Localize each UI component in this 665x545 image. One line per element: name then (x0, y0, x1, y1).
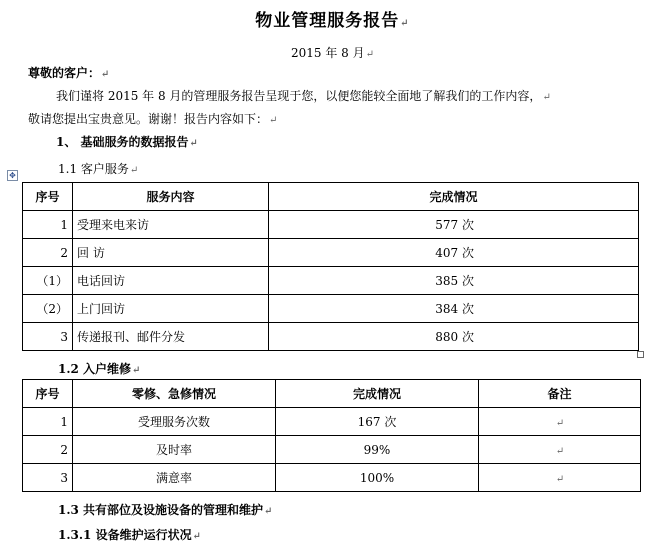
row-remark: ↵ (479, 464, 641, 492)
paragraph-mark: ↵ (132, 365, 141, 376)
row-remark: ↵ (479, 436, 641, 464)
section-heading-1-3-1: 1.3.1 设备维护运行状况↵ (58, 528, 201, 542)
customer-service-table (22, 182, 639, 351)
table-row (23, 464, 641, 492)
report-date: 2015 年 8 月↵ (290, 46, 374, 60)
paragraph-mark: ↵ (400, 18, 410, 29)
row-no: 2 (23, 436, 73, 464)
row-no: （2） (23, 295, 73, 323)
header-content: 服务内容 (73, 183, 269, 211)
repair-table (22, 379, 641, 492)
row-content: 上门回访 (73, 295, 269, 323)
row-no: （1） (23, 267, 73, 295)
table-row (23, 267, 639, 295)
table-row (23, 408, 641, 436)
section-heading-1-1: 1.1 客户服务↵ (58, 162, 139, 176)
paragraph-mark: ↵ (101, 69, 110, 80)
row-status: 407 次 (269, 239, 639, 267)
report-title: 物业管理服务报告↵ (255, 11, 410, 31)
row-remark: ↵ (479, 408, 641, 436)
table-row (23, 211, 639, 239)
table-header-row (23, 183, 639, 211)
table-header-row (23, 380, 641, 408)
row-status: 99% (276, 436, 479, 464)
section-heading-1: 1、 基础服务的数据报告↵ (56, 135, 198, 149)
row-status: 385 次 (269, 267, 639, 295)
paragraph-mark: ↵ (269, 115, 278, 126)
table-resize-handle[interactable] (637, 351, 644, 358)
paragraph-mark: ↵ (129, 165, 139, 176)
row-status: 880 次 (269, 323, 639, 351)
row-no: 3 (23, 464, 73, 492)
table-row (23, 323, 639, 351)
row-status: 577 次 (269, 211, 639, 239)
row-status: 384 次 (269, 295, 639, 323)
table-row (23, 436, 641, 464)
row-status: 167 次 (276, 408, 479, 436)
table-move-anchor-icon[interactable]: ✥ (7, 170, 18, 181)
row-no: 2 (23, 239, 73, 267)
paragraph-mark: ↵ (192, 531, 201, 542)
intro-paragraph-line2: 敬请您提出宝贵意见。谢谢！报告内容如下：↵ (28, 112, 278, 126)
row-no: 3 (23, 323, 73, 351)
row-content: 回 访 (73, 239, 269, 267)
row-no: 1 (23, 408, 73, 436)
table-row (23, 239, 639, 267)
header-status: 完成情况 (276, 380, 479, 408)
greeting: 尊敬的客户：↵ (28, 66, 110, 80)
row-no: 1 (23, 211, 73, 239)
paragraph-mark: ↵ (365, 49, 374, 60)
header-no: 序号 (23, 183, 73, 211)
table-row (23, 295, 639, 323)
header-remark: 备注 (479, 380, 641, 408)
row-item: 满意率 (73, 464, 276, 492)
row-status: 100% (276, 464, 479, 492)
header-status: 完成情况 (269, 183, 639, 211)
row-item: 及时率 (73, 436, 276, 464)
section-heading-1-2: 1.2 入户维修↵ (58, 362, 141, 376)
paragraph-mark: ↵ (189, 138, 198, 149)
row-content: 传递报刊、邮件分发 (73, 323, 269, 351)
row-content: 电话回访 (73, 267, 269, 295)
paragraph-mark: ↵ (542, 92, 551, 103)
row-item: 受理服务次数 (73, 408, 276, 436)
header-no: 序号 (23, 380, 73, 408)
row-content: 受理来电来访 (73, 211, 269, 239)
section-heading-1-3: 1.3 共有部位及设施设备的管理和维护↵ (58, 503, 273, 517)
paragraph-mark: ↵ (264, 506, 273, 517)
intro-paragraph-line1: 我们谨将 2015 年 8 月的管理服务报告呈现于您，以便您能较全面地了解我们的工作内容，↵ (56, 89, 551, 103)
header-item: 零修、急修情况 (73, 380, 276, 408)
